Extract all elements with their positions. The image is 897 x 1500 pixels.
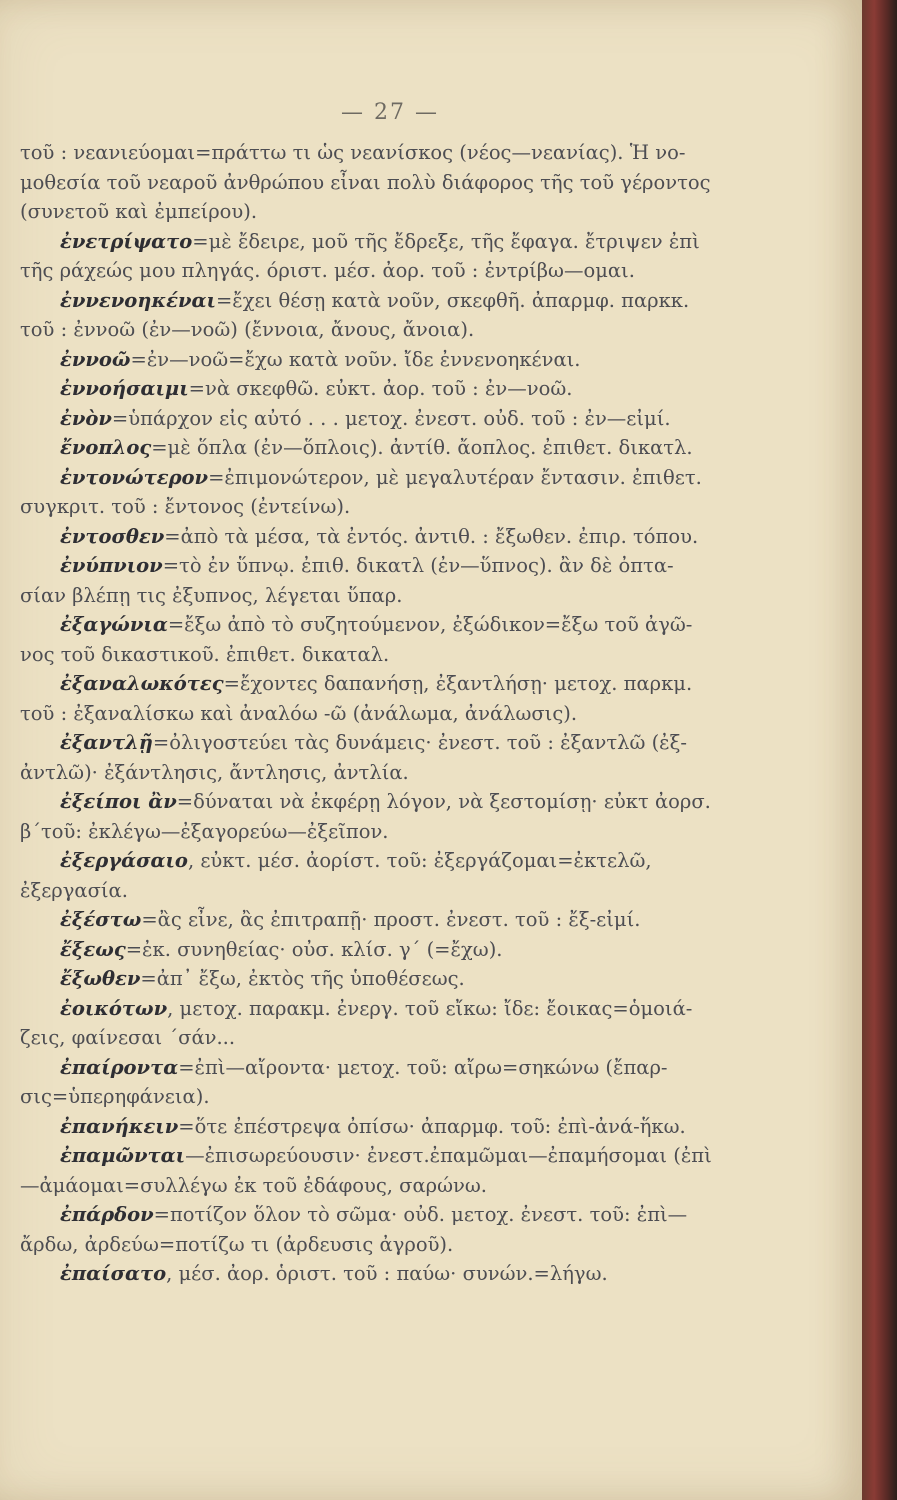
text-line — [20, 1053, 795, 1083]
definition-text: =ἐν—νοῶ=ἔχω κατὰ νοῦν. ἴδε ἐννενοηκέναι. — [130, 347, 581, 371]
definition-text: =ὑπάρχον εἰς αὐτό . . . μετοχ. ἐνεστ. οὐδ. τοῦ : ἐν—εἰμί. — [111, 406, 671, 430]
definition-text: =ποτίζον ὅλον τὸ σῶμα· οὐδ. μετοχ. ἐνεστ. τοῦ: ἐπὶ— — [153, 1203, 688, 1226]
text-line — [20, 581, 795, 611]
text-line — [20, 787, 795, 817]
text-line — [20, 286, 795, 316]
text-line — [20, 433, 795, 463]
definition-text: μοθεσία τοῦ νεαροῦ ἀνθρώπου εἶναι πολὺ διάφορος τῆς τοῦ γέροντος — [20, 170, 711, 194]
definition-text: =ἔχοντες δαπανήσῃ, ἐξαντλήσῃ· μετοχ. παρκμ. — [223, 672, 693, 695]
definition-text: νος τοῦ δικαστικοῦ. ἐπιθετ. δικαταλ. — [20, 642, 390, 666]
headword: ἔνοπλος — [60, 436, 152, 459]
text-line — [20, 256, 795, 286]
definition-text: =ἔξω ἀπὸ τὸ συζητούμενον, ἐξώδικον=ἔξω τοῦ ἀγῶ- — [167, 613, 693, 636]
definition-text: ἄρδω, ἀρδεύω=ποτίζω τι (ἀρδευσις ἀγροῦ). — [20, 1232, 454, 1256]
text-line — [20, 551, 795, 581]
text-line — [20, 168, 795, 198]
page-number: — 27 — — [341, 100, 439, 125]
headword: ἐξαγώνια — [60, 613, 168, 636]
definition-text: , εὐκτ. μέσ. ἀορίστ. τοῦ: ἐξεργάζομαι=ἐκτελῶ, — [187, 849, 652, 872]
definition-text: τοῦ : νεανιεύομαι=πράττω τι ὡς νεανίσκος (νέος—νεανίας). Ἡ νο- — [20, 141, 686, 164]
text-line — [20, 846, 795, 876]
text-line — [20, 227, 795, 257]
headword: ἔξεως — [60, 937, 126, 961]
text-line — [20, 817, 795, 847]
headword: ἐπανήκειν — [60, 1114, 179, 1138]
definition-text: τοῦ : ἐξαναλίσκω καὶ ἀναλόω -ῶ (ἀνάλωμα, ἀνάλωσις). — [20, 701, 578, 725]
definition-text: (συνετοῦ καὶ ἐμπείρου). — [20, 200, 258, 223]
definition-text: =τὸ ἐν ὕπνῳ. ἐπιθ. δικατλ (ἐν—ὕπνος). ἂν δὲ ὀπτα- — [162, 554, 674, 577]
headword: ἐνύπνιον — [60, 554, 163, 577]
body-text — [20, 138, 795, 1289]
definition-text: =δύναται νὰ ἐκφέρῃ λόγον, νὰ ξεστομίσῃ· εὐκτ ἀορσ. — [176, 790, 711, 813]
definition-text: τοῦ : ἐννοῶ (ἐν—νοῶ) (ἔννοια, ἄνους, ἄνοια). — [20, 318, 475, 341]
headword: ἐξαναλωκότες — [60, 672, 224, 695]
headword: ἐντοσθεν — [60, 524, 165, 548]
definition-text: =ἐπιμονώτερον, μὲ μεγαλυτέραν ἔντασιν. ἐπιθετ. — [208, 465, 702, 489]
definition-text: , μετοχ. παρακμ. ἐνεργ. τοῦ εἴκω: ἴδε: ἔοικας=ὁμοιά- — [167, 996, 693, 1020]
headword: ἐπάρδον — [60, 1203, 154, 1226]
headword: ἐπαίροντα — [60, 1055, 179, 1079]
text-line — [20, 404, 795, 434]
text-line — [20, 463, 795, 493]
definition-text: =ὅτε ἐπέστρεψα ὀπίσω· ἀπαρμφ. τοῦ: ἐπὶ-ἀνά-ἥκω. — [178, 1114, 686, 1138]
text-line — [20, 1023, 795, 1053]
text-line — [20, 1141, 795, 1171]
text-line — [20, 1230, 795, 1260]
headword: ἐντονώτερον — [60, 465, 209, 489]
headword: ἔξωθεν — [60, 967, 141, 990]
text-line — [20, 935, 795, 965]
headword: ἐξέστω — [60, 908, 142, 931]
definition-text: ἀντλῶ)· ἐξάντλησις, ἄντλησις, ἀντλία. — [20, 760, 409, 784]
text-line — [20, 1112, 795, 1142]
text-line — [20, 1200, 795, 1230]
definition-text: =νὰ σκεφθῶ. εὐκτ. ἀορ. τοῦ : ἐν—νοῶ. — [188, 377, 573, 400]
definition-text: =ἀπὸ τὰ μέσα, τὰ ἐντός. ἀντιθ. : ἔξωθεν. ἐπιρ. τόπου. — [164, 524, 699, 548]
headword: ἐπαμῶνται — [60, 1144, 186, 1167]
text-line — [20, 197, 795, 227]
headword: ἐξαντλῇ — [60, 731, 153, 754]
definition-text: =ἔχει θέσῃ κατὰ νοῦν, σκεφθῆ. ἀπαρμφ. παρκκ. — [215, 288, 690, 312]
text-line — [20, 994, 795, 1024]
text-line — [20, 758, 795, 788]
headword: ἐνὸν — [60, 406, 112, 430]
text-line — [20, 345, 795, 375]
headword: ἐννοήσαιμι — [60, 377, 189, 400]
text-line — [20, 728, 795, 758]
headword: ἐννενοηκέναι — [60, 288, 216, 312]
definition-text: συγκριτ. τοῦ : ἔντονος (ἐντείνω). — [20, 495, 351, 518]
headword: ἐξείποι ἂν — [60, 790, 177, 813]
definition-text: =ἐπὶ—αἴροντα· μετοχ. τοῦ: αἴρω=σηκώνω (ἔπαρ- — [178, 1055, 668, 1079]
text-line — [20, 492, 795, 522]
text-line — [20, 1171, 795, 1201]
headword: ἐνετρίψατο — [60, 229, 193, 253]
definition-text: =μὲ ἔδειρε, μοῦ τῆς ἔδρεξε, τῆς ἔφαγα. ἔτριψεν ἐπὶ — [192, 229, 700, 253]
definition-text: ζεις, φαίνεσαι ΄σάν... — [20, 1026, 236, 1049]
definition-text: =ἐκ. συνηθείας· οὐσ. κλίσ. γ΄ (=ἔχω). — [125, 937, 503, 961]
headword: ἐξεργάσαιο — [60, 849, 188, 872]
headword: ἐννοῶ — [60, 347, 131, 371]
text-line — [20, 374, 795, 404]
text-line — [20, 640, 795, 670]
headword: ἐοικότων — [60, 996, 168, 1020]
text-line — [20, 1082, 795, 1112]
text-line — [20, 315, 795, 345]
definition-text: ἐξεργασία. — [20, 878, 128, 902]
definition-text: —ἀμάομαι=συλλέγω ἐκ τοῦ ἐδάφους, σαρώνω. — [20, 1173, 487, 1197]
text-line — [20, 1259, 795, 1289]
definition-text: , μέσ. ἀορ. ὁριστ. τοῦ : παύω· συνών.=λήγω. — [166, 1262, 608, 1285]
definition-text: σις=ὑπερηφάνεια). — [20, 1085, 210, 1108]
text-line — [20, 699, 795, 729]
text-line — [20, 905, 795, 935]
text-line — [20, 610, 795, 640]
definition-text: σίαν βλέπῃ τις ἐξυπνος, λέγεται ὕπαρ. — [20, 583, 403, 607]
definition-text: —ἐπισωρεύουσιν· ἐνεστ.ἐπαμῶμαι—ἐπαμήσομαι (ἐπὶ — [185, 1144, 712, 1167]
book-edge — [862, 0, 897, 1500]
text-line — [20, 669, 795, 699]
definition-text: =ἀπ᾽ ἔξω, ἐκτὸς τῆς ὑποθέσεως. — [140, 967, 465, 990]
text-line — [20, 876, 795, 906]
definition-text: =μὲ ὅπλα (ἐν—ὅπλοις). ἀντίθ. ἄοπλος. ἐπιθετ. δικατλ. — [151, 436, 693, 459]
text-line — [20, 964, 795, 994]
text-line — [20, 522, 795, 552]
definition-text: β΄τοῦ: ἐκλέγω—ἐξαγορεύω—ἐξεῖπον. — [20, 819, 389, 843]
text-line — [20, 138, 795, 168]
definition-text: =ὀλιγοστεύει τὰς δυνάμεις· ἐνεστ. τοῦ : ἐξαντλῶ (ἐξ- — [152, 731, 687, 754]
definition-text: =ἂς εἶνε, ἂς ἐπιτραπῇ· προστ. ἐνεστ. τοῦ : ἔξ-εἰμί. — [141, 908, 641, 931]
definition-text: τῆς ράχεώς μου πληγάς. όριστ. μέσ. ἀορ. τοῦ : ἐντρίβω—ομαι. — [20, 259, 635, 282]
headword: ἐπαίσατο — [60, 1262, 167, 1285]
